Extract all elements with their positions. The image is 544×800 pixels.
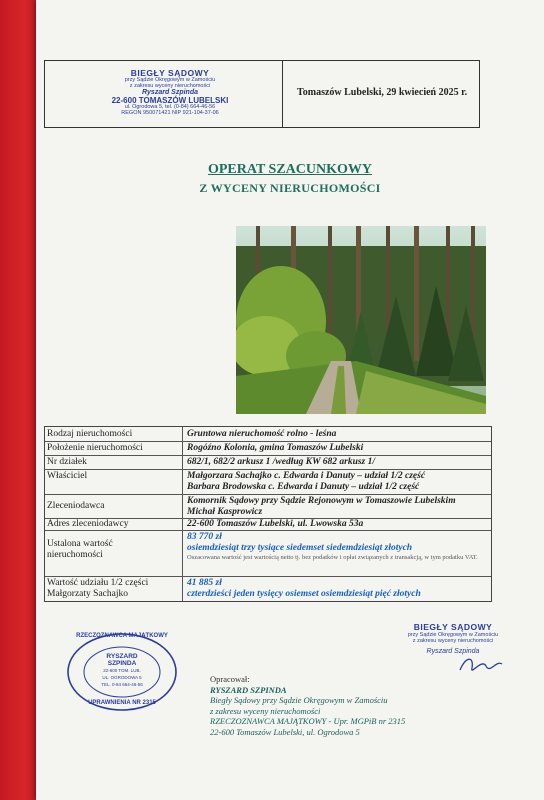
row-label: Nr działek bbox=[47, 457, 87, 467]
stamp-line: BIEGŁY SĄDOWY bbox=[130, 68, 210, 78]
stamp-line: Ryszard Szpinda bbox=[426, 648, 480, 655]
table-row bbox=[45, 455, 491, 470]
stamp-line: Ryszard Szpinda bbox=[141, 89, 198, 97]
expert-stamp-right bbox=[388, 622, 518, 655]
document-page bbox=[36, 0, 544, 800]
round-stamp-bottom: UPRAWNIENIA NR 2315 bbox=[88, 700, 156, 706]
header-box bbox=[44, 60, 480, 128]
document-title: OPERAT SZACUNKOWY bbox=[207, 162, 372, 177]
stamp-line: ul. Ogrodowa 5, tel. (0-84) 664-46-56 bbox=[124, 104, 216, 111]
table-row bbox=[45, 576, 491, 601]
row-label: Położenie nieruchomości bbox=[47, 443, 143, 453]
document-date: Tomaszów Lubelski, 29 kwiecień 2025 r. bbox=[297, 87, 468, 98]
row-value-2: Michał Kasprowicz bbox=[187, 507, 263, 517]
round-stamp-inner bbox=[66, 653, 178, 688]
row-value-2: osiemdziesiąt trzy tysiące siedemset siedemdziesiąt złotych bbox=[187, 543, 413, 553]
round-stamp-line: 22-600 TOM. LUB. bbox=[103, 668, 141, 673]
row-label: Właściciel bbox=[47, 471, 88, 481]
round-stamp-line: SZPINDA bbox=[107, 660, 137, 667]
signoff-name: RYSZARD SZPINDA bbox=[210, 684, 287, 695]
red-folder-edge bbox=[0, 0, 40, 800]
round-stamp-line: RYSZARD bbox=[106, 653, 138, 660]
signoff-line: 22-600 Tomaszów Lubelski, ul. Ogrodowa 5 bbox=[210, 726, 360, 737]
stamp-line: z zakresu wyceny nieruchomości bbox=[129, 82, 211, 89]
stamp-line: BIEGŁY SĄDOWY bbox=[413, 622, 493, 632]
row-value: Małgorzara Sachajko c. Edwarda i Danuty – udział 1/2 część bbox=[187, 471, 426, 481]
row-value: 682/1, 682/2 arkusz 1 /według KW 682 arkusz 1/ bbox=[187, 457, 376, 467]
property-photo bbox=[236, 226, 486, 414]
stamp-line: z zakresu wyceny nieruchomości bbox=[412, 638, 494, 644]
signoff-line: z zakresu wyceny nieruchomości bbox=[210, 705, 321, 716]
row-label: Zleceniodawca bbox=[47, 501, 105, 511]
table-row bbox=[45, 427, 491, 442]
expert-stamp bbox=[59, 69, 281, 117]
round-stamp-line: TEL. 0-84 664-46-56 bbox=[101, 682, 143, 687]
row-value: 41 885 zł bbox=[187, 578, 222, 588]
stamp-line: przy Sądzie Okręgowym w Zamościu bbox=[407, 632, 499, 638]
table-row bbox=[45, 469, 491, 495]
row-value: Gruntowa nieruchomość rolno - leśna bbox=[187, 429, 337, 439]
signoff-heading: Opracował: bbox=[210, 674, 250, 684]
row-note: Oszacowana wartość jest wartością netto tj. bez podatków i opłat związanych z transakcją, w tym podatku VAT. bbox=[187, 554, 478, 561]
signoff-block bbox=[210, 674, 405, 737]
row-value-2: Barbara Brodowska c. Edwarda i Danuty – udział 1/2 część bbox=[187, 482, 420, 492]
property-info-table bbox=[44, 426, 492, 602]
stamp-line: REGON 950071421 NIP 921-104-37-06 bbox=[121, 109, 219, 116]
row-value: 22-600 Tomaszów Lubelski, ul. Lwowska 53a bbox=[187, 519, 364, 529]
row-value: Rogóźno Kolonia, gmina Tomaszów Lubelski bbox=[187, 443, 364, 453]
round-stamp-outer: RZECZOZNAWCA MAJĄTKOWY bbox=[76, 633, 168, 639]
signature-icon bbox=[456, 652, 506, 680]
table-row bbox=[45, 441, 491, 456]
stamp-line: 22-600 TOMASZÓW LUBELSKI bbox=[111, 95, 229, 105]
document-subtitle: Z WYCENY NIERUCHOMOŚCI bbox=[199, 181, 381, 195]
round-stamp-line: UL. OGRODOWA 5 bbox=[102, 675, 142, 680]
table-row bbox=[45, 494, 491, 519]
stamp-line: przy Sądzie Okręgowym w Zamościu bbox=[124, 76, 216, 83]
row-label: Adres zleceniodawcy bbox=[47, 519, 129, 529]
signoff-line: RZECZOZNAWCA MAJĄTKOWY - Upr. MGPiB nr 2315 bbox=[210, 716, 406, 726]
table-row bbox=[45, 530, 491, 577]
header-divider bbox=[282, 61, 283, 127]
row-label: Wartość udziału 1/2 części Małgorzaty Sachajko bbox=[47, 578, 149, 599]
row-value: 83 770 zł bbox=[187, 532, 222, 542]
row-label: Ustalona wartość nieruchomości bbox=[47, 539, 113, 560]
row-value-2: czterdzieści jeden tysięcy osiemset osiemdziesiąt pięć złotych bbox=[187, 589, 421, 599]
signoff-line: Biegły Sądowy przy Sądzie Okręgowym w Zamościu bbox=[210, 695, 388, 705]
row-value: Komornik Sądowy przy Sądzie Rejonowym w Tomaszowie Lubelskim bbox=[187, 496, 456, 506]
row-label: Rodzaj nieruchomości bbox=[47, 429, 133, 439]
